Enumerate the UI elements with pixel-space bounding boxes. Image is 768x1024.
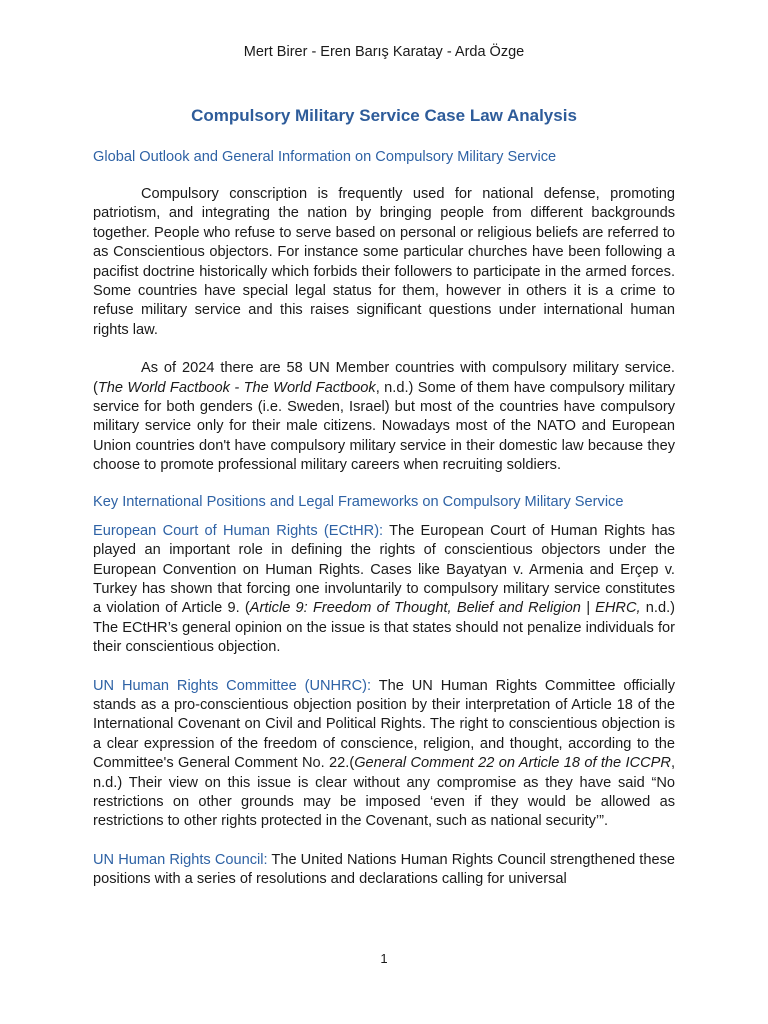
paragraph-member-countries <box>93 359 675 475</box>
paragraph-text: As of 2024 there are 58 UN Member countries with compulsory military service. ( <box>93 360 675 396</box>
paragraph-text: The UN Human Rights Committee officially stands as a pro-conscientious objection position by their interpretation of Article 18 of the International Covenant on Civil and Political Rights. The right to conscientious objection is a clear expression of the freedom of conscience, religion, and thought, according to the Committee's General Comment No. 22.( <box>93 677 675 772</box>
paragraph-text: , n.d.) Some of them have compulsory military service for both genders (i.e. Sweden, Israel) but most of the countries have compulsory military service only for their male citizens. Nowadays most of the NATO and European Union countries don't have compulsory military service in their domestic law because they choose to promote professional military careers when recruiting soldiers. <box>93 379 675 474</box>
document-body <box>93 147 675 890</box>
label-echr: European Court of Human Rights (ECtHR): <box>93 522 384 539</box>
paragraph-text: The European Court of Human Rights has played an important role in defining the rights of conscientious objectors under the European Convention on Human Rights. Cases like Bayatyan v. Armenia and Erçep v. Turkey has shown that forcing one involuntarily to compulsory military service constitutes a violation of Article 9. ( <box>93 522 675 617</box>
paragraph-text: , n.d.) Their view on this issue is clear without any compromise as they have said “No restrictions on other grounds may be imposed ‘even if they would be allowed as restrictions to other rights protected in the Covenant, such as national security’”. <box>93 755 676 830</box>
paragraph-hr-council <box>93 851 675 890</box>
label-hr-council: UN Human Rights Council: <box>93 851 268 868</box>
paragraph-conscription-overview: Compulsory conscription is frequently used for national defense, promoting patriotism, and integrating the nation by bringing people from different backgrounds together. People who refuse to serve based on personal or religious beliefs are referred to as Conscientious objectors. For instance some particular churches have been following a pacifist doctrine historically which forbids their followers to participate in the armed forces. Some countries have special legal status for them, however in others it is a crime to refuse military service and this raises significant questions under international human rights law. <box>93 186 675 338</box>
paragraph-text: The United Nations Human Rights Council strengthened these positions with a series of resolutions and declarations calling for universal <box>93 851 675 888</box>
citation-article-9: Article 9: Freedom of Thought, Belief and Religion | EHRC, <box>249 600 641 617</box>
document-title: Compulsory Military Service Case Law Analysis <box>191 106 577 125</box>
section-heading-global-outlook: Global Outlook and General Information on Compulsory Military Service <box>93 149 557 165</box>
label-unhrc: UN Human Rights Committee (UNHRC): <box>93 677 372 694</box>
paragraph-text: n.d.) The ECtHR’s general opinion on the issue is that states should not penalize individuals for their conscientious objection. <box>93 600 675 656</box>
citation-general-comment-22: General Comment 22 on Article 18 of the ICCPR <box>354 755 671 772</box>
page-number: 1 <box>380 951 388 966</box>
citation-world-factbook: The World Factbook - The World Factbook <box>97 379 376 396</box>
paragraph-unhrc <box>93 677 675 832</box>
section-heading-legal-frameworks: Key International Positions and Legal Frameworks on Compulsory Military Service <box>93 493 624 510</box>
paragraph-echr <box>93 522 675 658</box>
author-line: Mert Birer - Eren Barış Karatay - Arda Özge <box>243 44 525 60</box>
